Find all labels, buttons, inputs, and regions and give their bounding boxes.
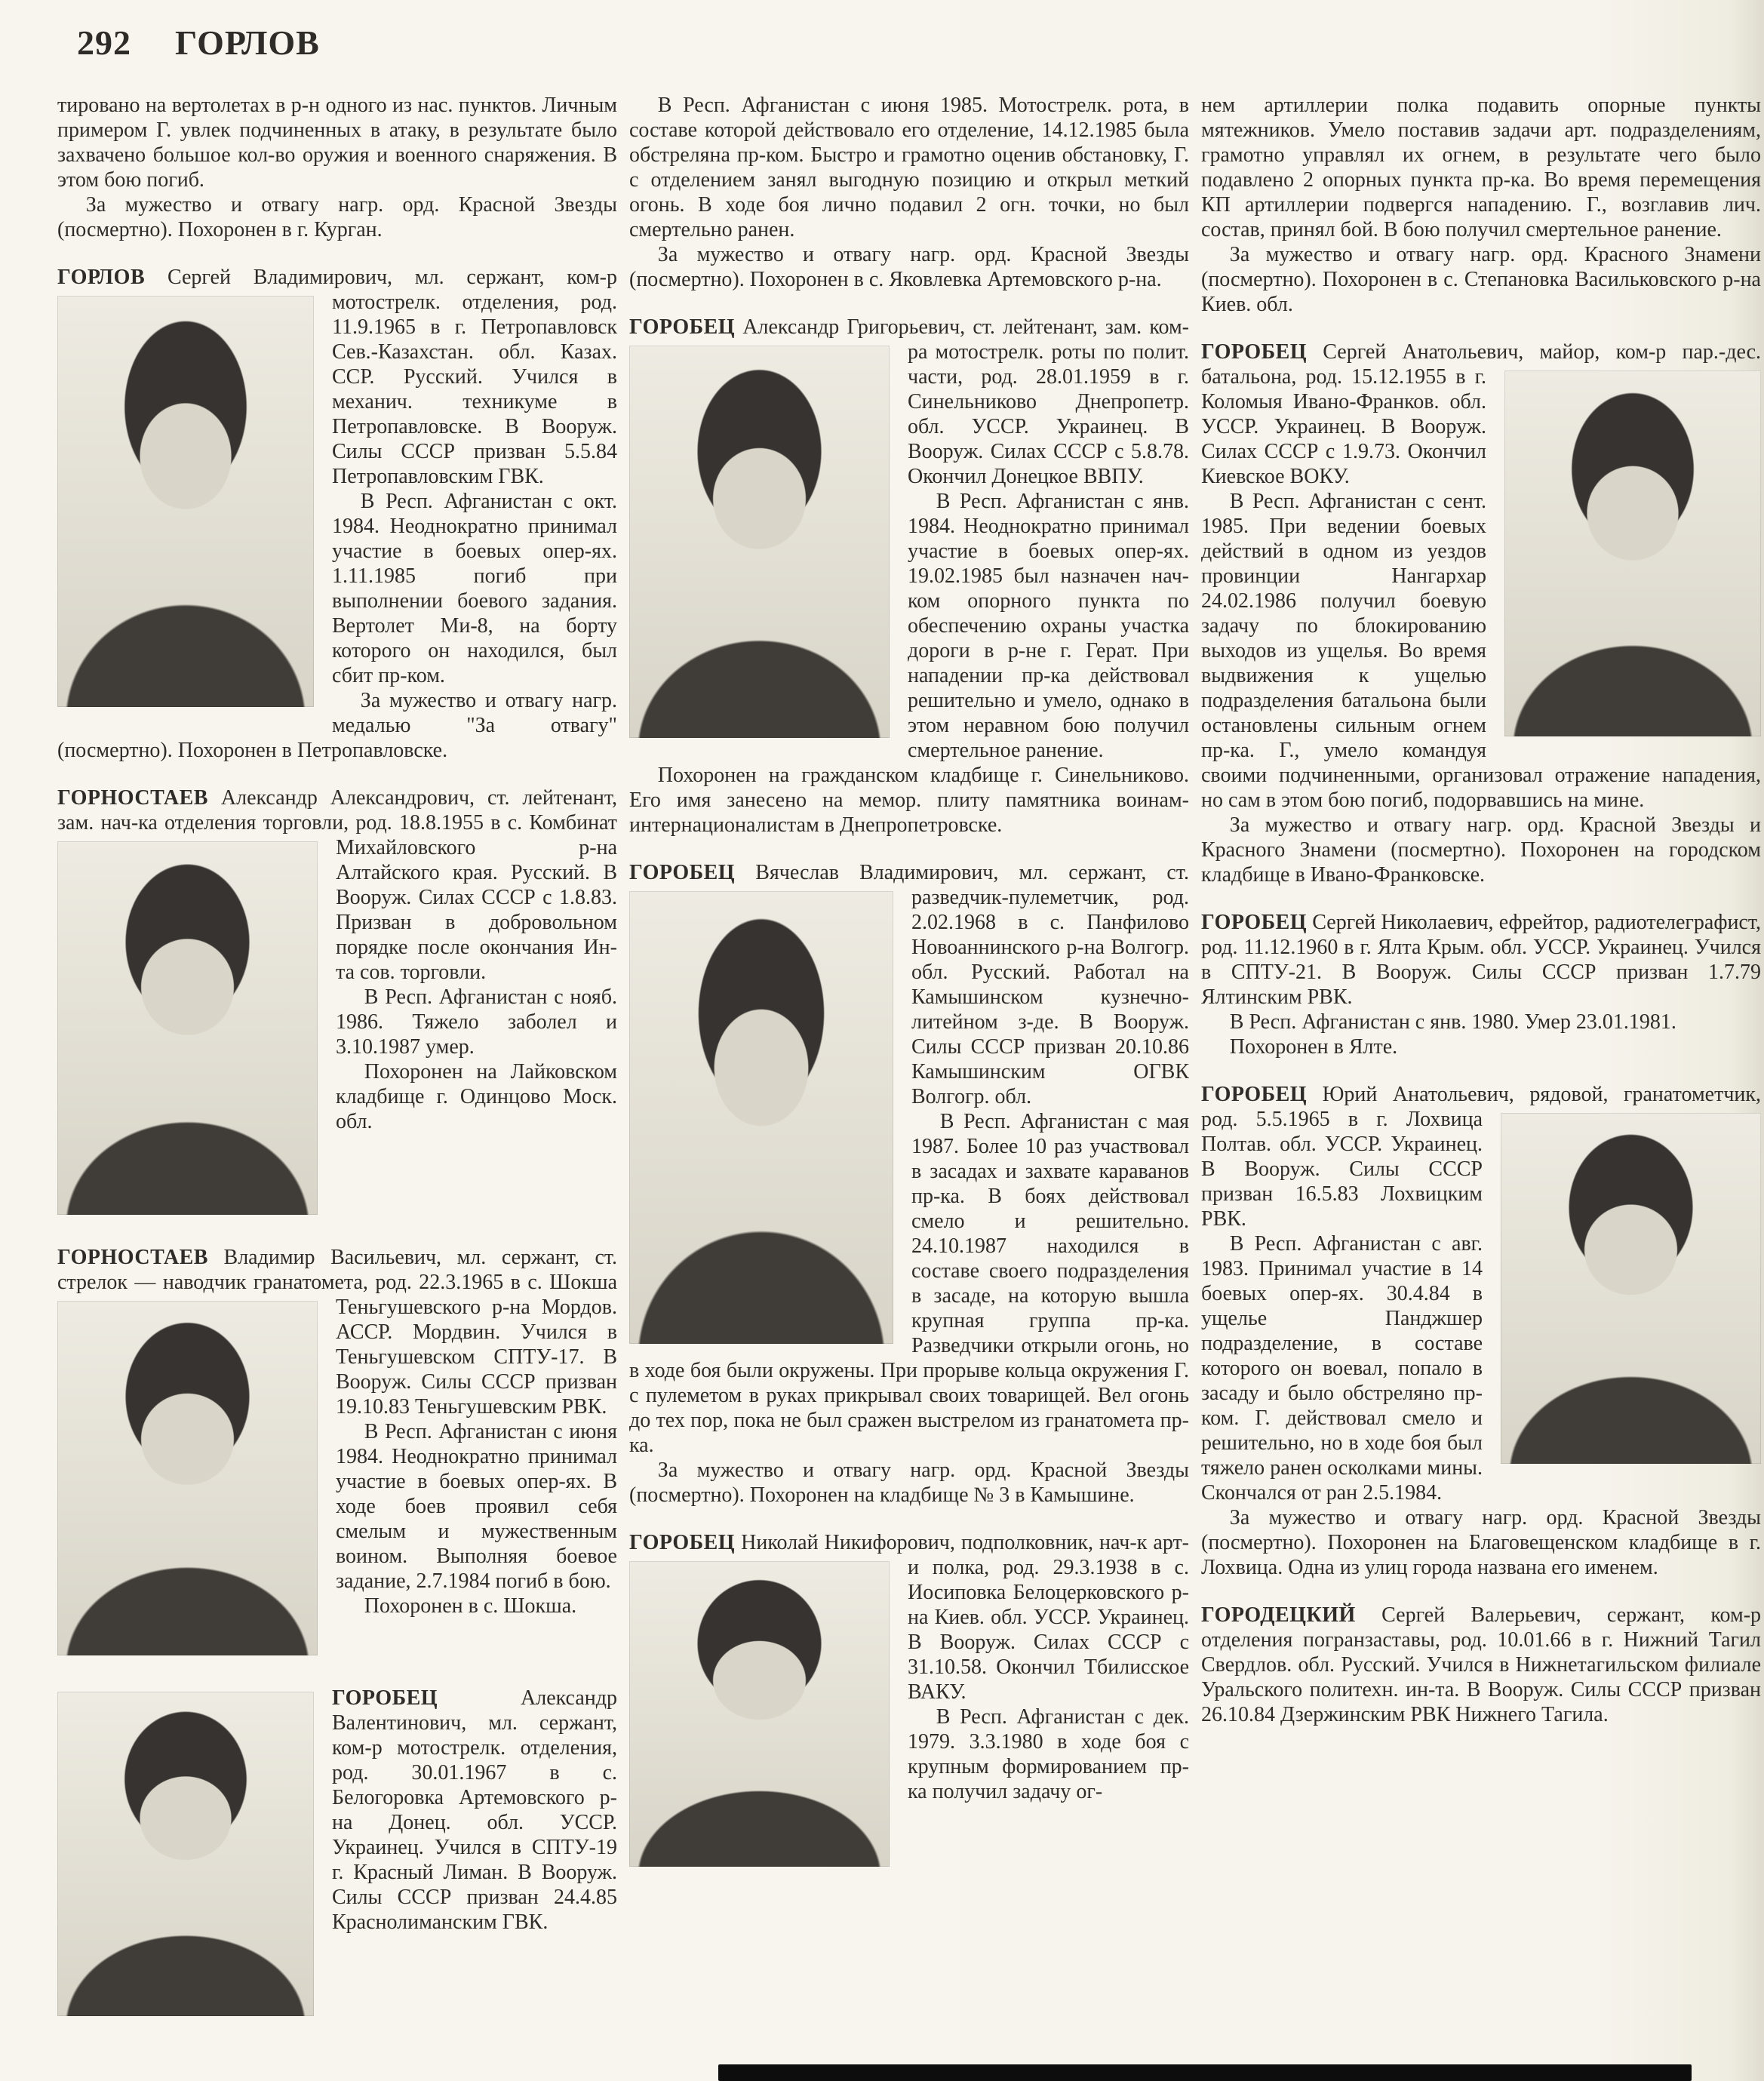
entry-text: 2.02.1968 в с. Панфилово Новоаннинского р-на Волгогр. обл. Русский. Работал на Камышинском кузнечно-литейном з-де. В Вооруж. Силы СССР призван 20.10.86 Камышинским ОГВК Волгогр. обл. (911, 911, 1189, 1108)
service-paragraph: В Респ. Афганистан с нояб. 1986. Тяжело заболел и 3.10.1987 умер. (336, 985, 617, 1059)
entry-gorobets-nikolay (629, 1530, 1189, 1874)
award-paragraph: За мужество и отвагу нагр. орд. Красной Звезды (посмертно). Похоронен в с. Яковлевка Артемовского р-на. (629, 243, 1189, 291)
entry-surname: ГОРНОСТАЕВ (57, 1246, 208, 1269)
column-3 (1201, 93, 1761, 2055)
entry-continuation-gorobets-av (629, 93, 1189, 292)
running-head: ГОРЛОВ (175, 23, 320, 62)
continuation-paragraph: тировано на вертолетах в р-н одного из нас. пунктов. Личным примером Г. увлек подчиненных в атаку, в результате было захвачено большое кол-во оружия и военного снаряжения. В этом бою погиб. (57, 94, 617, 192)
entry-text: Александр Валентинович, мл. сержант, ком-р мотострелк. отделения, род. 30.01.1967 в с. Белогоровка Артемовского р-на Донец. обл. УССР. Украинец. Учился в СПТУ-19 г. Красный Лиман. В Вооруж. Силы СССР призван 24.4.85 Краснолиманским ГВК. (332, 1686, 617, 1934)
entry-gorobets-yuriy (1201, 1082, 1761, 1580)
entry-gorobets-aleksandr-valentinovich (57, 1686, 617, 2024)
entry-surname: ГОРОБЕЦ (629, 861, 736, 884)
column-2 (629, 93, 1189, 2055)
entry-text: род. 22.3.1965 в с. Шокша Теньгушевского р-на Мордов. АССР. Мордвин. Учился в Теньгушевском СПТУ-17. В Вооруж. Силы СССР призван 19.10.83 Теньгушевским РВК. (336, 1271, 617, 1419)
entry-surname: ГОРОБЕЦ (1201, 1083, 1308, 1106)
entry-gorobets-sergey-anatolievich (1201, 340, 1761, 887)
entry-surname: ГОРЛОВ (57, 266, 146, 289)
entry-intro: Александр Александрович, ст. лейтенант, зам. нач-ка отделения торговли, (57, 786, 617, 835)
entry-text: Коломыя Ивано-Франков. обл. УССР. Украинец. В Вооруж. Силах СССР с 1.9.73. Окончил Киевское ВОКУ. (1201, 390, 1486, 488)
service-paragraph: В Респ. Афганистан с мая 1987. Более 10 раз участвовал в засадах и захвате караванов пр-ка. В боях действовал смело и решительно. 24.10.1987 находился в составе своего подразделения в засаде, на которую вышла крупная группа пр-ка. Разведчики открыли огонь, но в ходе боя были окружены. При прорыве кольца окружения Г. с пулеметом в руках прикрывал своих товарищей. Вел огонь до тех пор, пока не был сражен выстрелом из гранатомета пр-ка. (629, 1110, 1189, 1457)
entry-gorobets-vyacheslav (629, 860, 1189, 1508)
portrait-photo-gorobets-vyacheslav (629, 891, 893, 1344)
scan-artifact-bar (718, 2064, 1692, 2081)
entry-surname: ГОРОБЕЦ (332, 1686, 438, 1710)
entry-text: 11.9.1965 в г. Петропавловск Сев.-Казахстан. обл. Казах. ССР. Русский. Учился в механич. техникуме в Петропавловске. В Вооруж. Силы СССР призван 5.5.84 Петропавловским ГВК. (332, 315, 617, 488)
entry-text: Полтав. обл. УССР. Украинец. В Вооруж. Силы СССР призван 16.5.83 Лохвицким РВК. (1201, 1133, 1483, 1231)
service-paragraph: В Респ. Афганистан с июня 1984. Неоднократно принимал участие в боевых опер-ях. В ходе боев проявил себя смелым и мужественным воином. Выполняя боевое задание, 2.7.1984 погиб в бою. (336, 1420, 617, 1593)
award-paragraph: За мужество и отвагу нагр. орд. Красной Звезды (посмертно). Похоронен в г. Курган. (57, 193, 617, 241)
entry-gorobets-aleksandr-grigorievich (629, 315, 1189, 838)
entry-intro: Вячеслав Владимирович, мл. сержант, ст. разведчик-пулеметчик, род. (755, 861, 1189, 909)
column-1 (57, 93, 617, 2055)
entry-gorlov (57, 265, 617, 763)
entry-text: Сергей Валерьевич, сержант, ком-р отделения погранзаставы, род. 10.01.66 в г. Нижний Тагил Свердлов. обл. Русский. Учился в Нижнетагильском филиале Уральского политехн. ин-та. В Вооруж. Силы СССР призван 26.10.84 Дзержинским РВК Нижнего Тагила. (1201, 1603, 1761, 1726)
entry-intro: Александр Григорьевич, ст. лейтенант, зам. ком-ра мотострелк. роты (742, 315, 1189, 364)
award-paragraph: За мужество и отвагу нагр. орд. Красной Звезды (посмертно). Похоронен на кладбище № 3 в Камышине. (629, 1459, 1189, 1507)
entry-gornostaev-vladimir (57, 1245, 617, 1663)
award-paragraph: За мужество и отвагу нагр. орд. Красного Знамени (посмертно). Похоронен в с. Степановка Васильковского р-на Киев. обл. (1201, 243, 1761, 316)
service-paragraph: В Респ. Афганистан с окт. 1984. Неоднократно принимал участие в боевых опер-ях. 1.11.1985 погиб при выполнении боевого задания. Вертолет Ми-8, на борту которого он находился, был сбит пр-ком. (332, 490, 617, 687)
award-paragraph: За мужество и отвагу нагр. орд. Красной Звезды (посмертно). Похоронен на Благовещенском кладбище в г. Лохвица. Одна из улиц города названа его именем. (1201, 1506, 1761, 1579)
entry-text: род. 18.8.1955 в с. Комбинат Михайловского р-на Алтайского края. Русский. В Вооруж. Силах СССР с 1.8.83. Призван в добровольном порядке после окончания Ин-та сов. торговли. (336, 811, 617, 984)
portrait-photo-gorobets-nikolay (629, 1561, 890, 1867)
burial-paragraph: Похоронен на Лайковском кладбище г. Одинцово Моск. обл. (336, 1060, 617, 1133)
service-paragraph: В Респ. Афганистан с янв. 1984. Неоднократно принимал участие в боевых опер-ях. 19.02.1985 был назначен нач-ком опорного пункта по обеспечению охраны участка дороги в р-не г. Герат. При нападении пр-ка действовал решительно и умело, однако в этом неравном бою получил смертельное ранение. (908, 490, 1189, 762)
award-paragraph: За мужество и отвагу нагр. орд. Красной Звезды и Красного Знамени (посмертно). Похоронен на городском кладбище в Ивано-Франковске. (1201, 813, 1761, 887)
burial-paragraph: Похоронен в с. Шокша. (364, 1594, 577, 1618)
entry-intro: Юрий Анатольевич, рядовой, гранатометчик, род. 5.5.1965 в г. Лохвица (1201, 1083, 1761, 1131)
continuation-paragraph: нем артиллерии полка подавить опорные пункты мятежников. Умело поставив задачи арт. подразделениям, грамотно управлял их огнем, в результате чего было подавлено 2 опорных пункта пр-ка. Во время перемещения КП артиллерии подвергся нападению. Г., возглавив лич. состав, принял бой. В бою получил смертельное ранение. (1201, 94, 1761, 241)
portrait-photo-gorobets-yuriy (1501, 1113, 1761, 1464)
entry-surname: ГОРОБЕЦ (629, 315, 736, 339)
entry-text: подполковник, нач-к арт-и полка, род. 29.3.1938 в с. Иосиповка Белоцерковского р-на Киев. обл. УССР. Украинец. В Вооруж. Силах СССР с 31.10.58. Окончил Тбилисское ВАКУ. (908, 1531, 1189, 1704)
burial-paragraph: Похоронен на гражданском кладбище г. Синельниково. Его имя занесено на мемор. плиту памятника воинам-интернационалистам в Днепропетровске. (629, 764, 1189, 837)
entry-intro: Николай Никифорович, (741, 1531, 955, 1554)
service-paragraph: В Респ. Афганистан с сент. 1985. При ведении боевых действий в одном из уездов провинции Нангархар 24.02.1986 получил боевую задачу по блокированию выходов из ущелья. Во время выдвижения к ущелью подразделения батальона были остановлены сильным огнем пр-ка. Г., умело командуя своими подчиненными, организовал отражение нападения, но сам в этом бою погиб, подорвавшись на мине. (1201, 490, 1761, 812)
portrait-photo-gorobets-aleksandr-grigorievich (629, 346, 890, 738)
entry-surname: ГОРОБЕЦ (1201, 911, 1308, 934)
entry-text: Сергей Николаевич, ефрейтор, радиотелеграфист, род. 11.12.1960 в г. Ялта Крым. обл. УССР. Украинец. Учился в СПТУ-21. В Вооруж. Силы СССР призван 1.7.79 Ялтинским РВК. (1201, 911, 1761, 1009)
entry-continuation-gorlov-ga (57, 93, 617, 242)
entry-intro: Владимир Васильевич, мл. сержант, ст. стрелок — наводчик гранатомета, (57, 1246, 617, 1294)
entry-intro: Сергей Анатольевич, майор, ком-р пар.-дес. батальона, род. 15.12.1955 в г. (1201, 340, 1761, 389)
entry-gorodetsky (1201, 1603, 1761, 1727)
portrait-photo-gorobets-aleksandr-valentinovich (57, 1692, 314, 2016)
service-paragraph: В Респ. Афганистан с авг. 1983. Принимал участие в 14 боевых опер-ях. 30.4.84 в ущелье Панджшер подразделение, в составе которого он воевал, попало в засаду и было обстреляно пр-ком. Г. действовал смело и решительно, но в ходе боя был тяжело ранен осколками мины. Скончался от ран 2.5.1984. (1201, 1232, 1483, 1505)
entry-continuation-gorobets-nn (1201, 93, 1761, 317)
entry-surname: ГОРНОСТАЕВ (57, 786, 208, 810)
burial-paragraph: Похоронен в Ялте. (1229, 1035, 1398, 1059)
page-number: 292 (77, 23, 131, 62)
portrait-photo-gornostaev-aleksandr (57, 841, 318, 1215)
portrait-photo-gornostaev-vladimir (57, 1301, 318, 1655)
portrait-photo-gorlov (57, 296, 314, 707)
page-header (0, 0, 1764, 63)
service-paragraph: В Респ. Афганистан с июня 1985. Мотострелк. рота, в составе которой действовало его отделение, 14.12.1985 была обстреляна пр-ком. Быстро и грамотно оценив обстановку, Г. с отделением занял выгодную позицию и открыл меткий огонь. В ходе боя лично подавил 2 огн. точки, но был смертельно ранен. (629, 94, 1189, 241)
award-paragraph: За мужество и отвагу нагр. медалью "За отвагу" (посмертно). Похоронен в Петропавловске. (57, 689, 617, 762)
entry-surname: ГОРОБЕЦ (1201, 340, 1308, 364)
entry-gorobets-sergey-nikolaevich (1201, 910, 1761, 1059)
entry-text: по полит. части, род. 28.01.1959 в г. Синельниково Днепропетр. обл. УССР. Украинец. В Вооруж. Силах СССР с 5.8.78. Окончил Донецкое ВВПУ. (908, 340, 1189, 488)
entry-surname: ГОРОДЕЦКИЙ (1201, 1603, 1356, 1627)
entry-surname: ГОРОБЕЦ (629, 1531, 736, 1554)
service-paragraph: В Респ. Афганистан с дек. 1979. 3.3.1980 в ходе боя с крупным формированием пр-ка получил задачу ог- (908, 1705, 1189, 1803)
entry-intro: Сергей Владимирович, мл. сержант, ком-р мотострелк. отделения, род. (167, 266, 617, 314)
service-paragraph: В Респ. Афганистан с янв. 1980. Умер 23.01.1981. (1229, 1010, 1676, 1034)
entry-gornostaev-aleksandr (57, 785, 617, 1222)
text-columns (0, 63, 1764, 2055)
portrait-photo-gorobets-sergey-anatolievich (1504, 370, 1761, 736)
